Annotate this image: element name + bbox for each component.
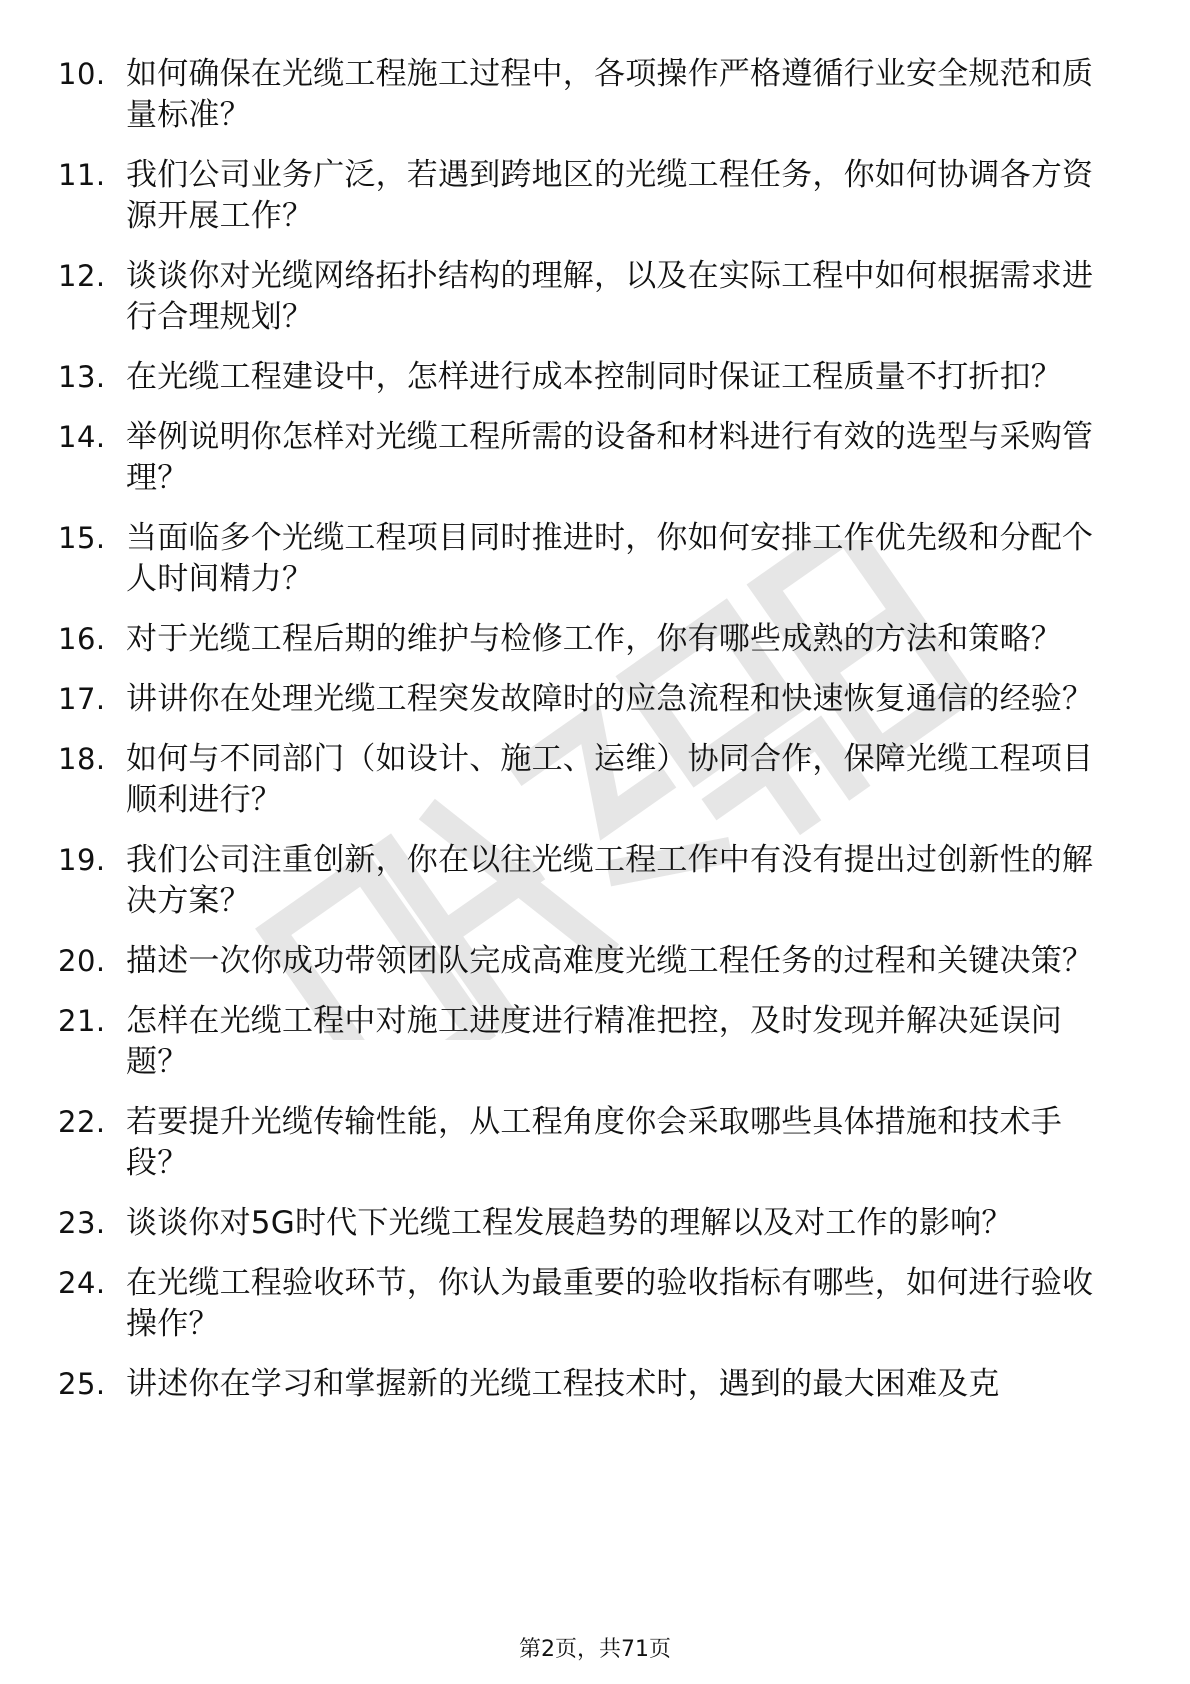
question-item — [58, 1364, 1120, 1405]
question-number: 22. — [58, 1105, 106, 1139]
question-item — [58, 619, 1120, 660]
question-item — [58, 1102, 1120, 1184]
question-item — [58, 54, 1120, 136]
question-number: 18. — [58, 742, 106, 776]
question-text: 我们公司注重创新，你在以往光缆工程工作中有没有提出过创新性的解决方案？ — [126, 842, 1094, 919]
question-text: 描述一次你成功带领团队完成高难度光缆工程任务的过程和关键决策？ — [126, 943, 1094, 979]
question-number: 25. — [58, 1367, 106, 1401]
question-text: 在光缆工程建设中，怎样进行成本控制同时保证工程质量不打折扣？ — [126, 359, 1062, 395]
page-number-label: 第2页，共71页 — [519, 1637, 671, 1662]
question-text: 谈谈你对光缆网络拓扑结构的理解，以及在实际工程中如何根据需求进行合理规划？ — [126, 258, 1094, 335]
question-item — [58, 256, 1120, 338]
question-number: 13. — [58, 360, 106, 394]
question-item — [58, 679, 1120, 720]
question-number: 20. — [58, 944, 106, 978]
question-number: 17. — [58, 682, 106, 716]
question-number: 10. — [58, 57, 106, 91]
question-text: 当面临多个光缆工程项目同时推进时，你如何安排工作优先级和分配个人时间精力？ — [126, 520, 1094, 597]
question-item — [58, 1263, 1120, 1345]
question-item — [58, 357, 1120, 398]
question-item — [58, 518, 1120, 600]
question-item — [58, 1203, 1120, 1244]
question-number: 15. — [58, 521, 106, 555]
question-text: 在光缆工程验收环节，你认为最重要的验收指标有哪些，如何进行验收操作？ — [126, 1265, 1094, 1342]
question-text: 对于光缆工程后期的维护与检修工作，你有哪些成熟的方法和策略？ — [126, 621, 1062, 657]
question-number: 21. — [58, 1004, 106, 1038]
question-text: 怎样在光缆工程中对施工进度进行精准把控，及时发现并解决延误问题？ — [126, 1003, 1062, 1080]
question-text: 如何与不同部门（如设计、施工、运维）协同合作，保障光缆工程项目顺利进行？ — [126, 741, 1094, 818]
question-item — [58, 155, 1120, 237]
question-number: 19. — [58, 843, 106, 877]
question-number: 11. — [58, 158, 106, 192]
question-number: 23. — [58, 1206, 106, 1240]
question-list — [58, 54, 1120, 1424]
question-item — [58, 840, 1120, 922]
question-number: 24. — [58, 1266, 106, 1300]
question-number: 12. — [58, 259, 106, 293]
question-text: 如何确保在光缆工程施工过程中，各项操作严格遵循行业安全规范和质量标准？ — [126, 56, 1094, 133]
question-text: 举例说明你怎样对光缆工程所需的设备和材料进行有效的选型与采购管理？ — [126, 419, 1094, 496]
question-text: 谈谈你对5G时代下光缆工程发展趋势的理解以及对工作的影响？ — [126, 1205, 1013, 1241]
question-text: 讲述你在学习和掌握新的光缆工程技术时，遇到的最大困难及克 — [126, 1366, 1000, 1402]
question-text: 若要提升光缆传输性能，从工程角度你会采取哪些具体措施和技术手段？ — [126, 1104, 1062, 1181]
question-item — [58, 941, 1120, 982]
question-item — [58, 417, 1120, 499]
question-number: 16. — [58, 622, 106, 656]
question-text: 讲讲你在处理光缆工程突发故障时的应急流程和快速恢复通信的经验？ — [126, 681, 1094, 717]
question-text: 我们公司业务广泛，若遇到跨地区的光缆工程任务，你如何协调各方资源开展工作？ — [126, 157, 1094, 234]
question-item — [58, 1001, 1120, 1083]
page-footer — [0, 1636, 1190, 1664]
question-item — [58, 739, 1120, 821]
question-number: 14. — [58, 420, 106, 454]
